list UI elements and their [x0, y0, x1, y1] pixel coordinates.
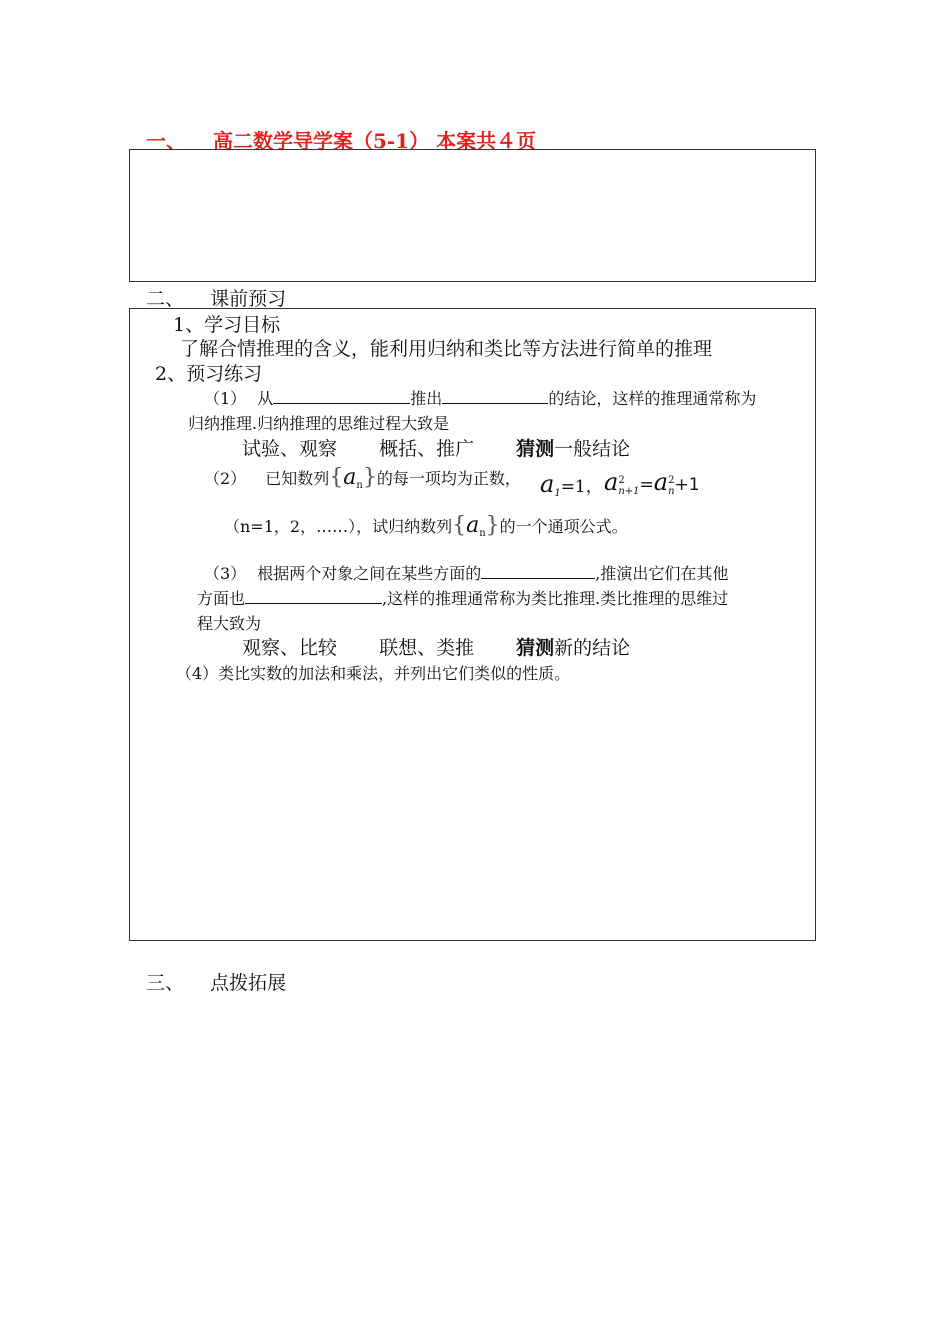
section2-title: 课前预习 — [210, 288, 287, 310]
q3-line1: （3） 根据两个对象之间在某些方面的 ,推演出它们在其他 — [204, 564, 729, 583]
q2-eq-recurrence: a 2 n+1 =a 2 n +1 — [604, 468, 700, 497]
section1-box — [129, 149, 816, 282]
practice-heading: 2、预习练习 — [155, 363, 263, 385]
q1-flow-step-1: 试验、观察 — [242, 438, 338, 460]
q2-number: （2） — [204, 469, 247, 488]
section3-title: 点拨拓展 — [210, 972, 287, 994]
q3-line3: 程大致为 — [197, 614, 262, 633]
q3-flow-result: 新的结论 — [554, 637, 631, 659]
q1-line1: （1） 从 推出 的结论，这样的推理通常称为 — [204, 389, 757, 408]
q1-blank-1[interactable] — [273, 387, 410, 404]
q1-flow-step-2: 概括、推广 — [379, 438, 475, 460]
section1-title: 高二数学导学案（5-1） 本案共４页 — [212, 129, 537, 153]
q3-blank-1[interactable] — [481, 562, 595, 579]
q4-text: （4）类比实数的加法和乘法，并列出它们类似的性质。 — [176, 664, 571, 683]
section2-number: 二、 — [146, 288, 185, 310]
section2-heading — [146, 284, 286, 311]
section1-number: 一、 — [146, 129, 186, 153]
q2-line1: （2） 已知数列$\{a_n\}$的每一项均为正数， — [204, 465, 521, 492]
q1-flow-result: 一般结论 — [554, 438, 631, 460]
q1-flow-guess: 猜测 — [516, 438, 555, 460]
q3-flow-guess: 猜测 — [516, 637, 555, 659]
seq-an-2: $\{a_n\}$ — [452, 513, 500, 540]
q1-line2: 归纳推理.归纳推理的思维过程大致是 — [188, 414, 450, 433]
q1-number: （1） — [204, 389, 247, 408]
q3-blank-2[interactable] — [245, 587, 382, 604]
section3-number: 三、 — [146, 972, 185, 994]
goals-text: 了解合情推理的含义，能利用归纳和类比等方法进行简单的推理 — [180, 338, 713, 360]
q1-blank-2[interactable] — [442, 387, 548, 404]
q3-flow — [242, 633, 630, 660]
q2-eq-a1: $a_1=1$， — [540, 470, 603, 500]
section3-heading — [146, 968, 286, 995]
q1-flow — [242, 434, 630, 461]
q3-number: （3） — [204, 564, 247, 583]
goals-heading: 1、学习目标 — [173, 314, 281, 336]
q3-flow-step-2: 联想、类推 — [379, 637, 475, 659]
q3-flow-step-1: 观察、比较 — [242, 637, 338, 659]
q2-line2: （n=1，2，……），试归纳数列$\{a_n\}$的一个通项公式。 — [224, 513, 628, 540]
q3-line2: 方面也 ,这样的推理通常称为类比推理.类比推理的思维过 — [197, 589, 729, 608]
seq-an-1: $\{a_n\}$ — [329, 465, 377, 492]
